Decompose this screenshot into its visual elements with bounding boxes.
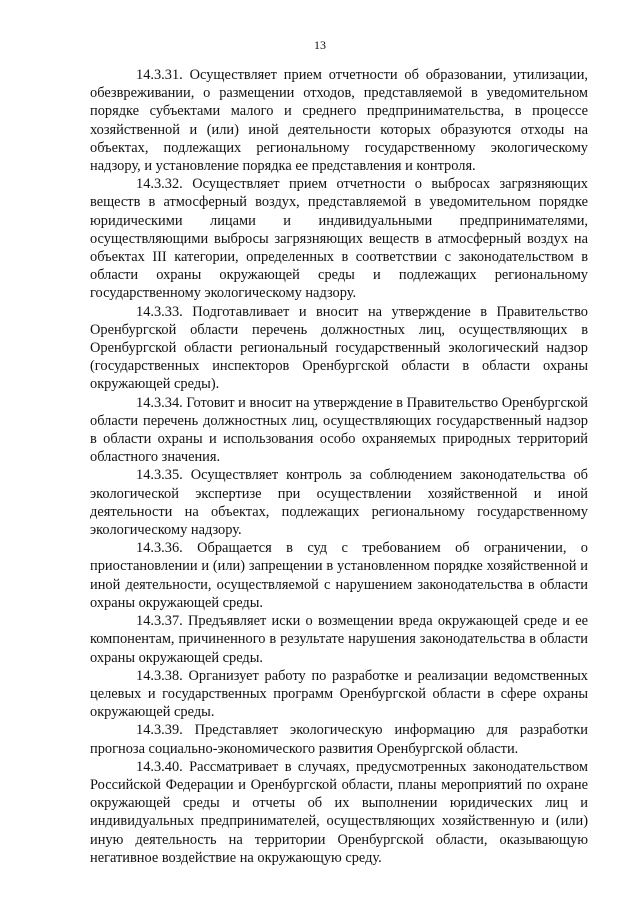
document-body — [90, 66, 588, 867]
paragraph-14-3-33: 14.3.33. Подготавливает и вносит на утверждение в Правительство Оренбургской области перечень должностных лиц, осуществляющих в Оренбургской области региональный государственный экологический надзор (государственных инспекторов Оренбургской области в области охраны окружающей среды). — [90, 303, 588, 393]
paragraph-14-3-38: 14.3.38. Организует работу по разработке и реализации ведомственных целевых и государственных программ Оренбургской области в сфере охраны окружающей среды. — [90, 667, 588, 721]
paragraph-14-3-40: 14.3.40. Рассматривает в случаях, предусмотренных законодательством Российской Федерации и Оренбургской области, планы мероприятий по охране окружающей среды и отчеты об их выполнении юридических лиц и индивидуальных предпринимателей, осуществляющих хозяйственную и (или) иную деятельность на территории Оренбургской области, оказывающую негативное воздействие на окружающую среду. — [90, 758, 588, 866]
paragraph-14-3-36: 14.3.36. Обращается в суд с требованием об ограничении, о приостановлении и (или) запрещении в установленном порядке хозяйственной и иной деятельности, осуществляемой с нарушением законодательства в области охраны окружающей среды. — [90, 540, 588, 611]
paragraph-14-3-34: 14.3.34. Готовит и вносит на утверждение в Правительство Оренбургской области перечень должностных лиц, осуществляющих государственный надзор в области охраны и использования особо охраняемых природных территорий областного значения. — [90, 394, 588, 466]
page-number: 13 — [314, 38, 326, 52]
paragraph-14-3-35: 14.3.35. Осуществляет контроль за соблюдением законодательства об экологической экспертизе при осуществлении хозяйственной и иной деятельности на объектах, подлежащих региональному государственному экологическому надзору. — [90, 467, 588, 539]
paragraph-14-3-39: 14.3.39. Представляет экологическую информацию для разработки прогноза социально-экономического развития Оренбургской области. — [90, 722, 588, 757]
paragraph-14-3-37: 14.3.37. Предъявляет иски о возмещении вреда окружающей среде и ее компонентам, причиненного в результате нарушения законодательства в области охраны окружающей среды. — [90, 613, 588, 666]
paragraph-14-3-31: 14.3.31. Осуществляет прием отчетности об образовании, утилизации, обезвреживании, о размещении отходов, представляемой в уведомительном порядке субъектами малого и среднего предпринимательства, в процессе хозяйственной и (или) иной деятельности которых образуются отходы на объектах, подлежащих региональному государственному экологическому надзору, и установление порядка ее представления и контроля. — [90, 67, 588, 175]
paragraph-14-3-32: 14.3.32. Осуществляет прием отчетности о выбросах загрязняющих веществ в атмосферный воздух, представляемой в уведомительном порядке юридическими лицами и индивидуальными предпринимателями, осуществляющими выбросы загрязняющих веществ в атмосферный воздух на объектах III категории, определенных в соответствии с законодательством в области охраны окружающей среды и подлежащих региональному государственному экологическому надзору. — [90, 176, 588, 302]
